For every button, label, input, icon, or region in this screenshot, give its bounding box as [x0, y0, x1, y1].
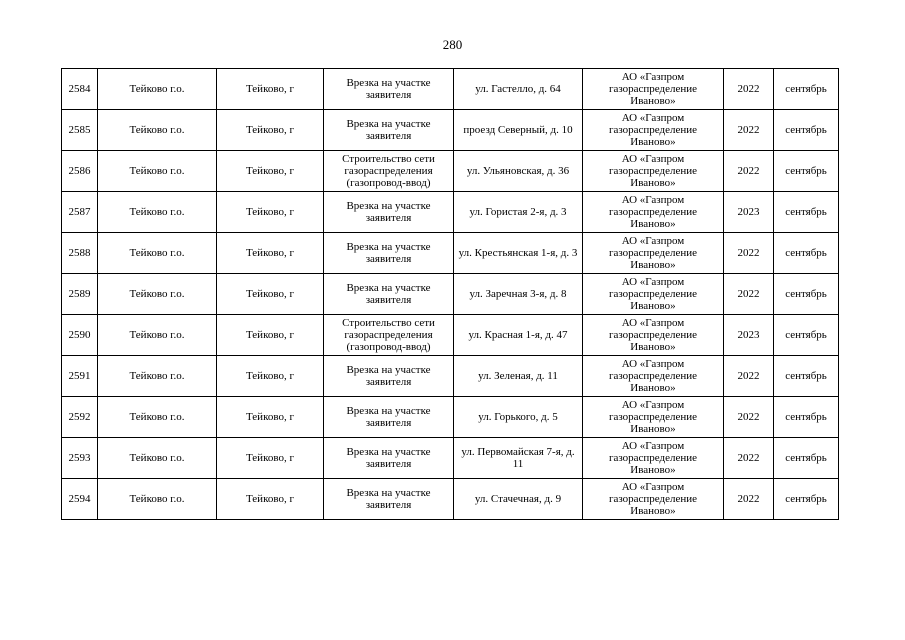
table-body: [62, 69, 839, 520]
year-cell: 2022: [724, 479, 774, 520]
work-type-cell: Врезка на участке заявителя: [324, 438, 454, 479]
district-cell: Тейково г.о.: [98, 274, 217, 315]
district-cell: Тейково г.о.: [98, 192, 217, 233]
year-cell: 2022: [724, 233, 774, 274]
work-type-cell: Врезка на участке заявителя: [324, 110, 454, 151]
year-cell: 2022: [724, 274, 774, 315]
organization-cell: АО «Газпром газораспределение Иваново»: [583, 479, 724, 520]
organization-cell: АО «Газпром газораспределение Иваново»: [583, 192, 724, 233]
table-row: [62, 315, 839, 356]
month-cell: сентябрь: [774, 233, 839, 274]
locality-cell: Тейково, г: [217, 438, 324, 479]
month-cell: сентябрь: [774, 192, 839, 233]
address-cell: ул. Ульяновская, д. 36: [454, 151, 583, 192]
locality-cell: Тейково, г: [217, 274, 324, 315]
table-row: [62, 397, 839, 438]
address-cell: ул. Первомайская 7-я, д. 11: [454, 438, 583, 479]
table-row: [62, 438, 839, 479]
row-number-cell: 2584: [62, 69, 98, 110]
table-row: [62, 356, 839, 397]
row-number-cell: 2594: [62, 479, 98, 520]
locality-cell: Тейково, г: [217, 151, 324, 192]
organization-cell: АО «Газпром газораспределение Иваново»: [583, 110, 724, 151]
year-cell: 2022: [724, 356, 774, 397]
month-cell: сентябрь: [774, 479, 839, 520]
address-cell: ул. Горького, д. 5: [454, 397, 583, 438]
district-cell: Тейково г.о.: [98, 397, 217, 438]
table-row: [62, 110, 839, 151]
month-cell: сентябрь: [774, 69, 839, 110]
year-cell: 2023: [724, 315, 774, 356]
page-number: 280: [442, 37, 463, 52]
row-number-cell: 2589: [62, 274, 98, 315]
locality-cell: Тейково, г: [217, 315, 324, 356]
work-type-cell: Строительство сети газораспределения (газопровод-ввод): [324, 315, 454, 356]
district-cell: Тейково г.о.: [98, 233, 217, 274]
locality-cell: Тейково, г: [217, 356, 324, 397]
work-type-cell: Врезка на участке заявителя: [324, 69, 454, 110]
work-type-cell: Строительство сети газораспределения (газопровод-ввод): [324, 151, 454, 192]
row-number-cell: 2585: [62, 110, 98, 151]
month-cell: сентябрь: [774, 151, 839, 192]
locality-cell: Тейково, г: [217, 69, 324, 110]
month-cell: сентябрь: [774, 397, 839, 438]
row-number-cell: 2588: [62, 233, 98, 274]
year-cell: 2022: [724, 438, 774, 479]
locality-cell: Тейково, г: [217, 233, 324, 274]
year-cell: 2023: [724, 192, 774, 233]
district-cell: Тейково г.о.: [98, 151, 217, 192]
row-number-cell: 2593: [62, 438, 98, 479]
organization-cell: АО «Газпром газораспределение Иваново»: [583, 397, 724, 438]
district-cell: Тейково г.о.: [98, 356, 217, 397]
row-number-cell: 2591: [62, 356, 98, 397]
locality-cell: Тейково, г: [217, 192, 324, 233]
address-cell: ул. Стачечная, д. 9: [454, 479, 583, 520]
table-row: [62, 69, 839, 110]
gasification-table: [61, 68, 839, 520]
work-type-cell: Врезка на участке заявителя: [324, 274, 454, 315]
organization-cell: АО «Газпром газораспределение Иваново»: [583, 274, 724, 315]
work-type-cell: Врезка на участке заявителя: [324, 397, 454, 438]
month-cell: сентябрь: [774, 438, 839, 479]
row-number-cell: 2590: [62, 315, 98, 356]
address-cell: ул. Красная 1-я, д. 47: [454, 315, 583, 356]
year-cell: 2022: [724, 151, 774, 192]
district-cell: Тейково г.о.: [98, 69, 217, 110]
work-type-cell: Врезка на участке заявителя: [324, 479, 454, 520]
district-cell: Тейково г.о.: [98, 315, 217, 356]
locality-cell: Тейково, г: [217, 397, 324, 438]
district-cell: Тейково г.о.: [98, 438, 217, 479]
district-cell: Тейково г.о.: [98, 479, 217, 520]
year-cell: 2022: [724, 69, 774, 110]
work-type-cell: Врезка на участке заявителя: [324, 233, 454, 274]
organization-cell: АО «Газпром газораспределение Иваново»: [583, 69, 724, 110]
district-cell: Тейково г.о.: [98, 110, 217, 151]
locality-cell: Тейково, г: [217, 479, 324, 520]
table-row: [62, 151, 839, 192]
row-number-cell: 2586: [62, 151, 98, 192]
table-row: [62, 233, 839, 274]
row-number-cell: 2587: [62, 192, 98, 233]
organization-cell: АО «Газпром газораспределение Иваново»: [583, 151, 724, 192]
year-cell: 2022: [724, 397, 774, 438]
address-cell: ул. Гористая 2-я, д. 3: [454, 192, 583, 233]
address-cell: проезд Северный, д. 10: [454, 110, 583, 151]
work-type-cell: Врезка на участке заявителя: [324, 192, 454, 233]
table-row: [62, 192, 839, 233]
table-row: [62, 274, 839, 315]
work-type-cell: Врезка на участке заявителя: [324, 356, 454, 397]
month-cell: сентябрь: [774, 356, 839, 397]
year-cell: 2022: [724, 110, 774, 151]
address-cell: ул. Крестьянская 1-я, д. 3: [454, 233, 583, 274]
address-cell: ул. Гастелло, д. 64: [454, 69, 583, 110]
organization-cell: АО «Газпром газораспределение Иваново»: [583, 233, 724, 274]
table-row: [62, 479, 839, 520]
organization-cell: АО «Газпром газораспределение Иваново»: [583, 356, 724, 397]
organization-cell: АО «Газпром газораспределение Иваново»: [583, 315, 724, 356]
locality-cell: Тейково, г: [217, 110, 324, 151]
month-cell: сентябрь: [774, 110, 839, 151]
month-cell: сентябрь: [774, 274, 839, 315]
address-cell: ул. Заречная 3-я, д. 8: [454, 274, 583, 315]
row-number-cell: 2592: [62, 397, 98, 438]
address-cell: ул. Зеленая, д. 11: [454, 356, 583, 397]
organization-cell: АО «Газпром газораспределение Иваново»: [583, 438, 724, 479]
month-cell: сентябрь: [774, 315, 839, 356]
